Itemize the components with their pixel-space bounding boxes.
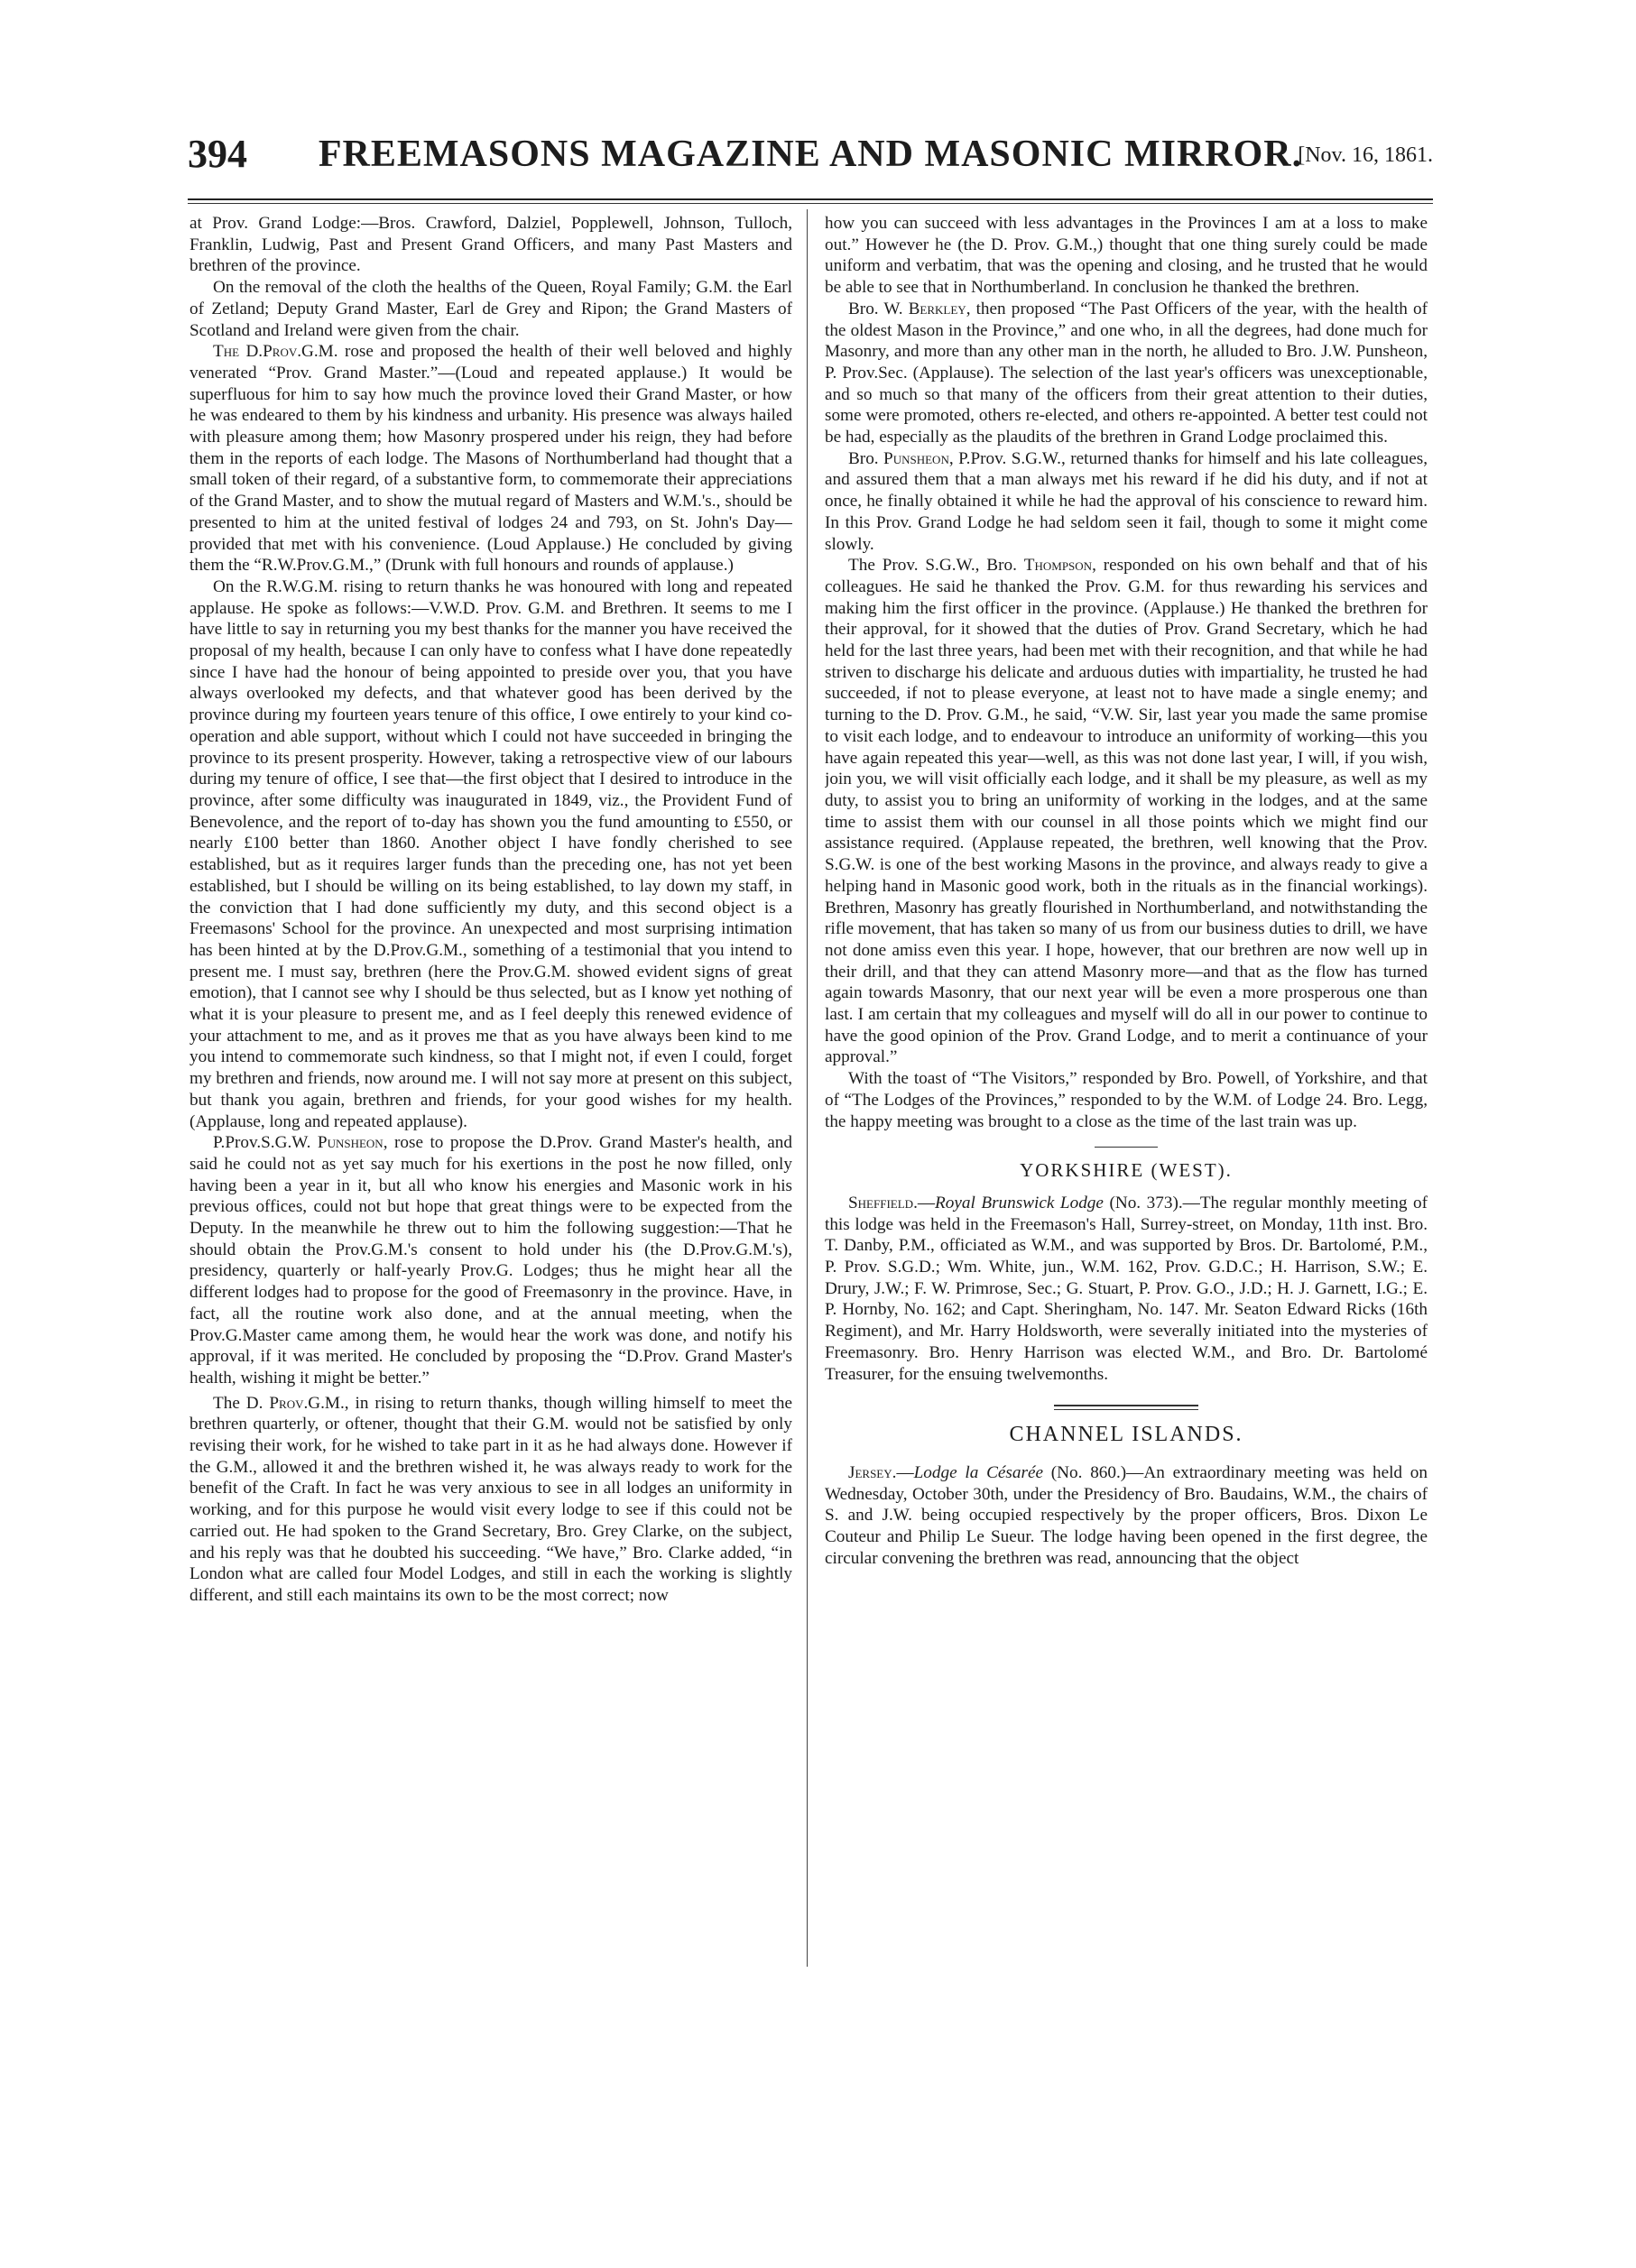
- masthead-title: FREEMASONS MAGAZINE AND MASONIC MIRROR.: [318, 134, 1303, 175]
- lodge-name: Royal Brunswick Lodge: [935, 1193, 1104, 1212]
- paragraph: With the toast of “The Visitors,” responded by Bro. Powell, of Yorkshire, and that of “The Lodges of the Provinces,” responded to by the W.M. of Lodge 24. Bro. Legg, the happy meeting was brought to a close as the time of the last train was up.: [825, 1069, 1428, 1131]
- paragraph: [825, 555, 1428, 1068]
- paragraph-text: , in rising to return thanks, though willing himself to meet the brethren quarterly, or oftener, thought that their G.M. would not be satisfied by only revising their work, for he wished to take part in it as he had always done. However if the G.M., allowed it and the brethren wished it, he was always ready to work for the benefit of the Craft. In fact he was very anxious to see in all lodges an uniformity in working, and for this purpose he would visit every lodge to see if this could not be carried out. He had spoken to the Grand Secretary, Bro. Grey Clarke, on the subject, and his reply was that he doubted his succeeding. “We have,” Bro. Clarke added, “in London what are called four Model Lodges, and still in each the working is slightly different, and still each maintains its own to be the most correct; now: [189, 1393, 792, 1605]
- paragraph-text: (No. 860.)—An extraordinary meeting was held on Wednesday, October 30th, under the Presidency of Bro. Baudains, W.M., the chairs of S. and J.W. being occupied respectively by the proper officers, Bros. Dixon Le Couteur and Philip Le Sueur. The lodge having been opened in the first degree, the circular convening the brethren was read, announcing that the object: [825, 1462, 1428, 1568]
- paragraph-lead: The Prov. S.G.W., Bro.: [848, 556, 1024, 576]
- paragraph-text: , then proposed “The Past Officers of the year, with the health of the oldest Mason in the Province,” and one who, in all the degrees, had done much for Masonry, and more than any other man in the north, he alluded to Bro. J.W. Punsheon, P. Prov.Sec. (Applause). The selection of the last year's officers was unexceptionable, and so much so that many of the officers from their great attention to their duties, some were promoted, others re-elected, and others re-appointed. A better test could not be had, especially as the plaudits of the brethren in Grand Lodge proclaimed this.: [825, 299, 1428, 447]
- section-heading-yorkshire: YORKSHIRE (WEST).: [1020, 1159, 1233, 1182]
- issue-date: [Nov. 16, 1861.: [1298, 143, 1433, 167]
- speaker-name: Punsheon: [317, 1133, 384, 1153]
- paragraph-lead: P.Prov.S.G.W.: [213, 1133, 318, 1153]
- left-column: [189, 213, 792, 1972]
- page-number: 394: [188, 132, 247, 176]
- paragraph-text: , P.Prov. S.G.W., returned thanks for himself and his late colleagues, and assured them that a man always met his reward if he did his duty, and if not at once, he finally obtained it while he had the approval of his conscience to reward him. In this Prov. Grand Lodge he had seldom seen it fail, though to some it might come slowly.: [825, 448, 1428, 554]
- speaker-name: Prov.G.M.: [269, 1393, 345, 1413]
- place-name: Sheffield: [848, 1193, 914, 1212]
- paragraph-text: , rose to propose the D.Prov. Grand Master's health, and said he could not as yet say much for his exertions in the post he now filled, only having been a year in it, but all who know his energies and Masonic work in his previous offices, could not but hope that great things were to be expected from the Deputy. In the meanwhile he threw out to him the following suggestion:—That he should obtain the Prov.G.M.'s consent to hold under his (the D.Prov.G.M.'s), presidency, quarterly or half-yearly Prov.G. Lodges; thus he might hear all the different lodges had to propose for the good of Freemasonry in the province. Have, in fact, all the routine work also done, and at the annual meeting, when the Prov.G.Master came among them, he would hear the work was done, and notify his approval, if it was merited. He concluded by proposing the “D.Prov. Grand Master's health, wishing it might be better.”: [189, 1133, 792, 1388]
- paragraph-text: , responded on his own behalf and that of his colleagues. He said he thanked the Prov. G.M. for thus rewarding his services and making him the first officer in the province. (Applause.) He thanked the brethren for their approval, for it showed that the duties of Prov. Grand Secretary, which he had held for the last three years, had been met with their recognition, and that while he had striven to discharge his delicate and arduous duties with impartiality, he trusted he had succeeded, if not to please everyone, at least not to have made a single enemy; and turning to the D. Prov. G.M., he said, “V.W. Sir, last year you made the same promise to visit each lodge, and to endeavour to introduce an uniformity of working—this you have again repeated this year—well, as this was not done last year, I will, if you wish, join you, we will visit officially each lodge, and it shall be my pleasure, as well as my duty, to assist you to bring an uniformity of working in the lodges, and at the same time to assist them with our counsel in all those points which we might find our assistance required. (Applause repeated, the brethren, well knowing that the Prov. S.G.W. is one of the best working Masons in the province, and always ready to give a helping hand in Masonic good work, both in the rituals as in the financial workings). Brethren, Masonry has greatly flourished in Northumberland, and notwithstanding the rifle movement, that has taken so many of us from our business duties to drill, we have not done amiss even this year. I hope, however, that our brethren are now well up in their drill, and that they can attend Masonry more—and that as the flow has turned again towards Masonry, that our next year will be even a more prosperous one than last. I am certain that my colleagues and myself will do all in our power to continue to have the good opinion of the Prov. Grand Lodge, and to merit a continuance of your approval.”: [825, 556, 1428, 1067]
- section-rule: [1095, 1147, 1158, 1148]
- paragraph-lead: Bro. W.: [848, 299, 909, 318]
- paragraph: [825, 299, 1428, 448]
- page-header: [188, 131, 1433, 185]
- paragraph: [189, 341, 792, 576]
- lodge-name: Lodge la Césarée: [913, 1462, 1043, 1482]
- paragraph-text: rose and proposed the health of their well beloved and highly venerated “Prov. Grand Master.”—(Loud and repeated applause.) It would be superfluous for him to say how much the province loved their Grand Master, or how he was endeared to them by his kindness and urbanity. His presence was always hailed with pleasure among them; how Masonry prospered under his reign, they had before them in the reports of each lodge. The Masons of Northumberland had thought that a small token of their regard, of a substantive form, to commemorate their appreciations of the Grand Master, and to show the mutual regard of Masters and W.M.'s., should be presented to him at the united festival of lodges 24 and 793, on St. John's Day—provided that met with his convenience. (Loud Applause.) He concluded by giving them the “R.W.Prov.G.M.,” (Drunk with full honours and rounds of applause.): [189, 342, 792, 576]
- paragraph-lead: The D.: [213, 1393, 270, 1413]
- paragraph: [189, 1393, 792, 1607]
- separator: .—: [892, 1462, 914, 1482]
- column-divider: [807, 209, 808, 1967]
- paragraph: On the removal of the cloth the healths of the Queen, Royal Family; G.M. the Earl of Zetland; Deputy Grand Master, Earl de Grey and Ripon; the Grand Masters of Scotland and Ireland were given from the chair.: [189, 278, 792, 340]
- paragraph: [825, 448, 1428, 556]
- place-name: Jersey: [848, 1462, 892, 1482]
- paragraph: On the R.W.G.M. rising to return thanks he was honoured with long and repeated applause. He spoke as follows:—V.W.D. Prov. G.M. and Brethren. It seems to me I have little to say in returning you my best thanks for the manner you have received the proposal of my health, because I can only have to confess what I have done repeatedly since I have had the honour of being appointed to preside over you, that you have always overlooked my defects, and that whatever good has been derived by the province during my fourteen years tenure of this office, I owe entirely to your kind co-operation and able support, without which I could not have succeeded in bringing the province to its present prosperity. However, taking a retrospective view of our labours during my tenure of office, I see that—the first object that I desired to introduce in the province, after some difficulty was inaugurated in 1849, viz., the Provident Fund of Benevolence, and the report of to-day has shown you the fund amounting to £550, or nearly £100 better than 1860. Another object I have fondly cherished to see established, but as it requires larger funds than the preceding one, has not yet been established, but I should be willing on its being established, to lay down my staff, in the conviction that I had done sufficiently my duty, and this second object is a Freemasons' School for the province. An unexpected and most surprising intimation has been hinted at by the D.Prov.G.M., something of a testimonial that you intend to present me. I must say, brethren (here the Prov.G.M. showed evident signs of great emotion), that I cannot see why I should be thus selected, but as I know yet nothing of what it is your pleasure to present me, and as I feel deeply this renewed evidence of your attachment to me, and as it proves me that as you have always been kind to me you intend to commemorate such kindness, so that I might not, if even I could, forget my brethren and friends, now around me. I will not say more at present on this subject, but thank you again, brethren and friends, for your good wishes for my health. (Applause, long and repeated applause).: [189, 576, 792, 1131]
- speaker-name: Thompson: [1023, 556, 1093, 576]
- paragraph: how you can succeed with less advantages in the Provinces I am at a loss to make out.” However he (the D. Prov. G.M.,) thought that one thing surely could be made uniform and verbatim, that was the opening and closing, and he trusted that he would be able to see that in Northumberland. In conclusion he thanked the brethren.: [825, 214, 1428, 298]
- paragraph: at Prov. Grand Lodge:—Bros. Crawford, Dalziel, Popplewell, Johnson, Tulloch, Franklin, Ludwig, Past and Present Grand Officers, and many Past Masters and brethren of the province.: [189, 214, 792, 276]
- paragraph: [189, 1132, 792, 1388]
- paragraph-lead: Bro.: [848, 448, 884, 468]
- paragraph: [825, 1462, 1428, 1570]
- separator: .—: [913, 1193, 936, 1212]
- speaker-name: The D.Prov.G.M.: [213, 342, 338, 362]
- section-heading-channel-islands: CHANNEL ISLANDS.: [1009, 1423, 1243, 1447]
- section-double-rule: [1054, 1405, 1198, 1410]
- right-column: [825, 213, 1428, 1972]
- paragraph-text: (No. 373).—The regular monthly meeting of this lodge was held in the Freemason's Hall, Surrey-street, on Monday, 11th inst. Bro. T. Danby, P.M., officiated as W.M., and was supported by Bros. Dr. Bartolomé, P.M., P. Prov. S.G.D.; Wm. White, jun., W.M. 162, Prov. G.D.C.; H. Harrison, S.W.; E. Drury, J.W.; F. W. Primrose, Sec.; G. Stuart, P. Prov. G.O., J.D.; H. J. Garnett, I.G.; E. P. Hornby, No. 162; and Capt. Sheringham, No. 147. Mr. Seaton Edward Ricks (16th Regiment), and Mr. Harry Holdsworth, were severally initiated into the mysteries of Freemasonry. Bro. Henry Harrison was elected W.M., and Bro. Dr. Bartolomé Treasurer, for the ensuing twelvemonths.: [825, 1193, 1428, 1384]
- paragraph: [825, 1193, 1428, 1385]
- header-rule: [188, 198, 1433, 200]
- speaker-name: Berkley: [908, 299, 966, 318]
- header-rule-thin: [188, 203, 1433, 204]
- speaker-name: Punsheon: [883, 448, 949, 468]
